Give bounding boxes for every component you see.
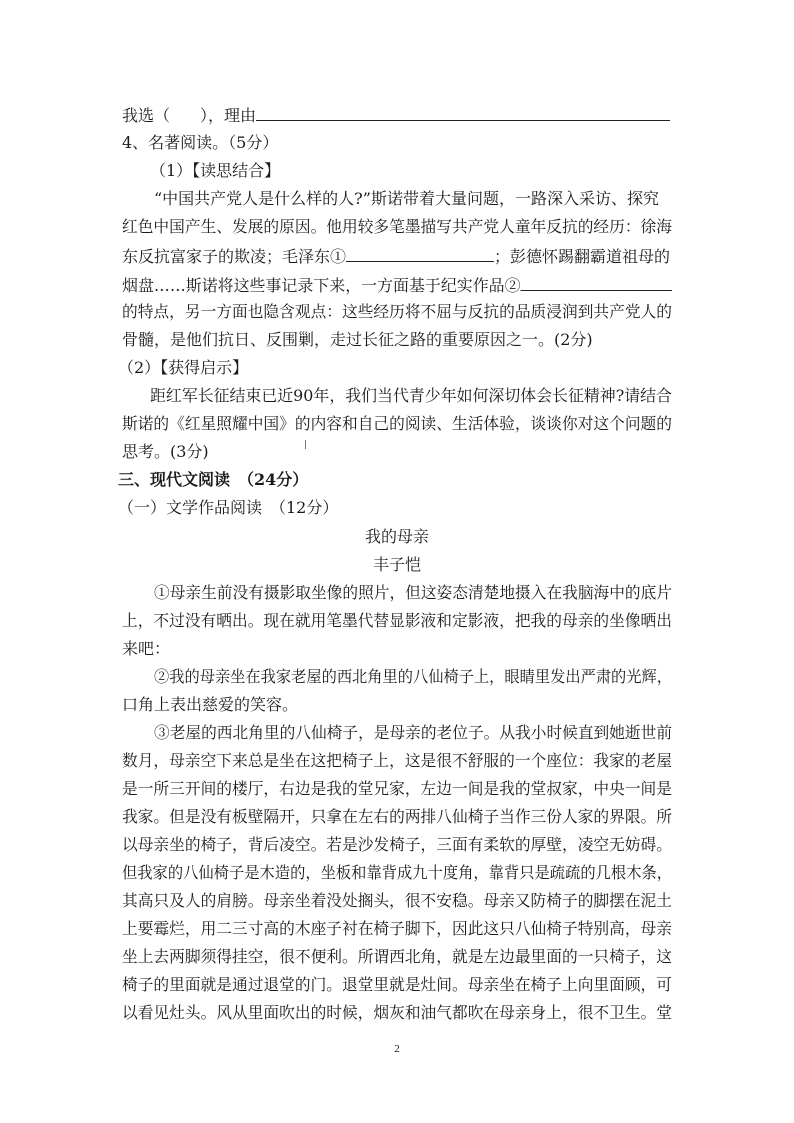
article-line: ③老屋的西北角里的八仙椅子，是母亲的老位子。从我小时候直到她逝世前 [154,723,673,742]
q4-part1-line [122,276,672,294]
q4-part2-line: 思考。(3分) [122,442,209,461]
q4-part1-text: ；彭德怀踢翻霸道祖母的 [494,247,671,266]
section3-title: 三、现代文阅读 （24分） [118,470,309,489]
article-line: 其高只及人的肩膀。母亲坐着没处搁头，很不安稳。母亲又防椅子的脚摆在泥土 [122,891,672,910]
article-line: 上，不过没有晒出。现在就用笔墨代替显影液和定影液，把我的母亲的坐像晒出 [122,611,672,630]
answer-blank-1[interactable] [346,247,494,262]
article-line: 以看见灶头。风从里面吹出的时候，烟灰和油气都吹在母亲身上，很不卫生。堂 [122,1003,672,1022]
q3-reason-label: ），理由 [200,106,257,125]
q4-part1-heading: （1）【读思结合】 [150,161,281,180]
article-line: 以母亲坐的椅子，背后凌空。若是沙发椅子，三面有柔软的厚壁，凌空无妨碍。 [122,835,672,854]
q4-part1-line: 骨髓，是他们抗日、反围剿，走过长征之路的重要原因之一。(2分) [122,330,593,349]
article-line: ①母亲生前没有摄影取坐像的照片，但这姿态清楚地摄入在我脑海中的底片 [154,583,673,602]
q4-part1-line: “中国共产党人是什么样的人?”斯诺带着大量问题，一路深入采访、探究 [154,189,659,208]
article-line: 口角上表出慈爱的笑容。 [122,695,299,714]
article-line: 坐上去两脚须得挂空，很不便利。所谓西北角，就是左边最里面的一只椅子，这 [122,947,672,966]
q3-choice-prefix: 我选（ [122,106,171,125]
answer-blank-2[interactable] [521,276,672,291]
q4-part1-text: 烟盘……斯诺将这些事记录下来，一方面基于纪实作品② [122,276,521,295]
article-line: 是一所三开间的楼厅，右边是我的堂兄家，左边一间是我的堂叔家，中央一间是 [122,779,672,798]
q4-part1-text: 东反抗富家子的欺凌；毛泽东① [122,247,347,266]
article-line: 我家。但是没有板壁隔开，只拿在左右的两排八仙椅子当作三份人家的界限。所 [122,807,672,826]
q4-part2-line: 距红军长征结束已近90年，我们当代青少年如何深切体会长征精神?请结合 [150,386,672,405]
article-line: 数月，母亲空下来总是坐在这把椅子上，这是很不舒服的一个座位：我家的老屋 [122,751,672,770]
q4-title: 4、名著阅读。（5分） [122,133,279,152]
q3-answer-line [122,106,670,124]
q4-part1-line: 的特点，另一方面也隐含观点：这些经历将不屈与反抗的品质浸润到共产党人的 [122,302,672,321]
article-line: 但我家的八仙椅子是木造的，坐板和靠背成九十度角，靠背只是疏疏的几根木条， [122,863,673,882]
choice-blank[interactable] [170,107,200,121]
article-line: 椅子的里面就是通过退堂的门。退堂里就是灶间。母亲坐在椅子上向里面顾，可 [122,975,672,994]
q4-part1-line [122,247,670,265]
article-line: 上要霉烂，用二三寸高的木座子衬在椅子脚下，因此这只八仙椅子特别高，母亲 [122,919,672,938]
q4-part2-heading: （2）【获得启示】 [118,358,249,377]
article-line: ②我的母亲坐在我家老屋的西北角里的八仙椅子上，眼睛里发出严肃的光辉， [154,667,673,686]
page-number: 2 [394,1043,400,1055]
reason-blank[interactable] [256,106,670,121]
article-author: 丰子恺 [372,555,421,574]
stray-mark [305,440,306,449]
article-title: 我的母亲 [364,527,429,546]
q4-part2-line: 斯诺的《红星照耀中国》的内容和自己的阅读、生活体验，谈谈你对这个问题的 [122,414,672,433]
section3-subtitle: （一）文学作品阅读 （12分） [118,498,339,517]
q4-part1-line: 红色中国产生、发展的原因。他用较多笔墨描写共产党人童年反抗的经历：徐海 [122,217,672,236]
article-line: 来吧： [122,639,171,658]
